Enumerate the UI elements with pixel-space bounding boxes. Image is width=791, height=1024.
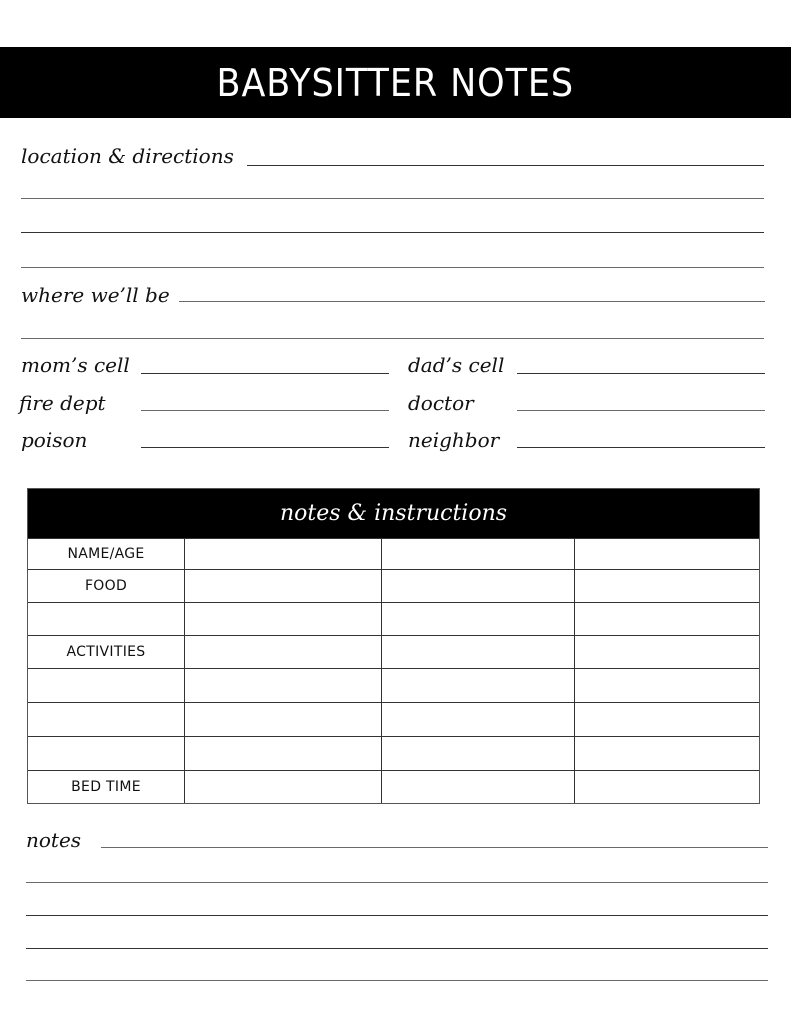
table-cell[interactable] [185, 770, 382, 803]
row-label [28, 602, 185, 635]
table-cell[interactable] [185, 538, 382, 569]
poison-label: poison [21, 428, 88, 452]
neighbor-line[interactable] [517, 447, 765, 448]
table-cell[interactable] [575, 770, 759, 803]
table-cell[interactable] [575, 702, 759, 736]
table-cell[interactable] [382, 702, 575, 736]
moms-cell-line[interactable] [141, 373, 389, 374]
table-cell[interactable] [575, 736, 759, 770]
notes-line-1[interactable] [101, 847, 768, 848]
title-banner [0, 47, 791, 118]
table-cell[interactable] [575, 602, 759, 635]
table-cell[interactable] [185, 635, 382, 668]
location-line-2[interactable] [21, 198, 764, 199]
table-heading: notes & instructions [28, 489, 759, 538]
dads-cell-line[interactable] [517, 373, 765, 374]
row-label: ACTIVITIES [28, 635, 185, 668]
doctor-label: doctor [408, 391, 474, 415]
table-cell[interactable] [382, 569, 575, 602]
table-cell[interactable] [575, 538, 759, 569]
location-label: location & directions [21, 144, 234, 168]
row-label [28, 702, 185, 736]
table-cell[interactable] [382, 635, 575, 668]
neighbor-label: neighbor [408, 428, 500, 452]
row-label [28, 736, 185, 770]
table-cell[interactable] [185, 602, 382, 635]
where-line[interactable] [179, 301, 765, 302]
location-line[interactable] [247, 165, 764, 166]
dads-cell-label: dad’s cell [408, 353, 505, 377]
table-cell[interactable] [575, 569, 759, 602]
table-cell[interactable] [382, 602, 575, 635]
table-grid [28, 538, 759, 803]
table-cell[interactable] [382, 668, 575, 702]
table-cell[interactable] [185, 702, 382, 736]
table-cell[interactable] [382, 770, 575, 803]
instructions-table [27, 488, 760, 804]
notes-line-2[interactable] [26, 882, 768, 883]
table-cell[interactable] [575, 668, 759, 702]
row-label: BED TIME [28, 770, 185, 803]
table-cell[interactable] [185, 569, 382, 602]
notes-line-5[interactable] [26, 980, 768, 981]
moms-cell-label: mom’s cell [21, 353, 130, 377]
row-label: FOOD [28, 569, 185, 602]
poison-line[interactable] [141, 447, 389, 448]
where-label: where we’ll be [21, 283, 170, 307]
table-cell[interactable] [382, 736, 575, 770]
row-label: NAME/AGE [28, 538, 185, 569]
row-label [28, 668, 185, 702]
notes-line-4[interactable] [26, 948, 768, 949]
doctor-line[interactable] [517, 410, 765, 411]
location-line-3[interactable] [21, 232, 764, 233]
location-line-4[interactable] [21, 267, 764, 268]
page-title: BABYSITTER NOTES [216, 60, 575, 105]
table-cell[interactable] [185, 668, 382, 702]
fire-dept-label: fire dept [19, 391, 106, 415]
notes-line-3[interactable] [26, 915, 768, 916]
table-cell[interactable] [382, 538, 575, 569]
fire-dept-line[interactable] [141, 410, 389, 411]
notes-label: notes [26, 828, 82, 852]
where-line-2[interactable] [21, 338, 764, 339]
table-cell[interactable] [575, 635, 759, 668]
table-cell[interactable] [185, 736, 382, 770]
